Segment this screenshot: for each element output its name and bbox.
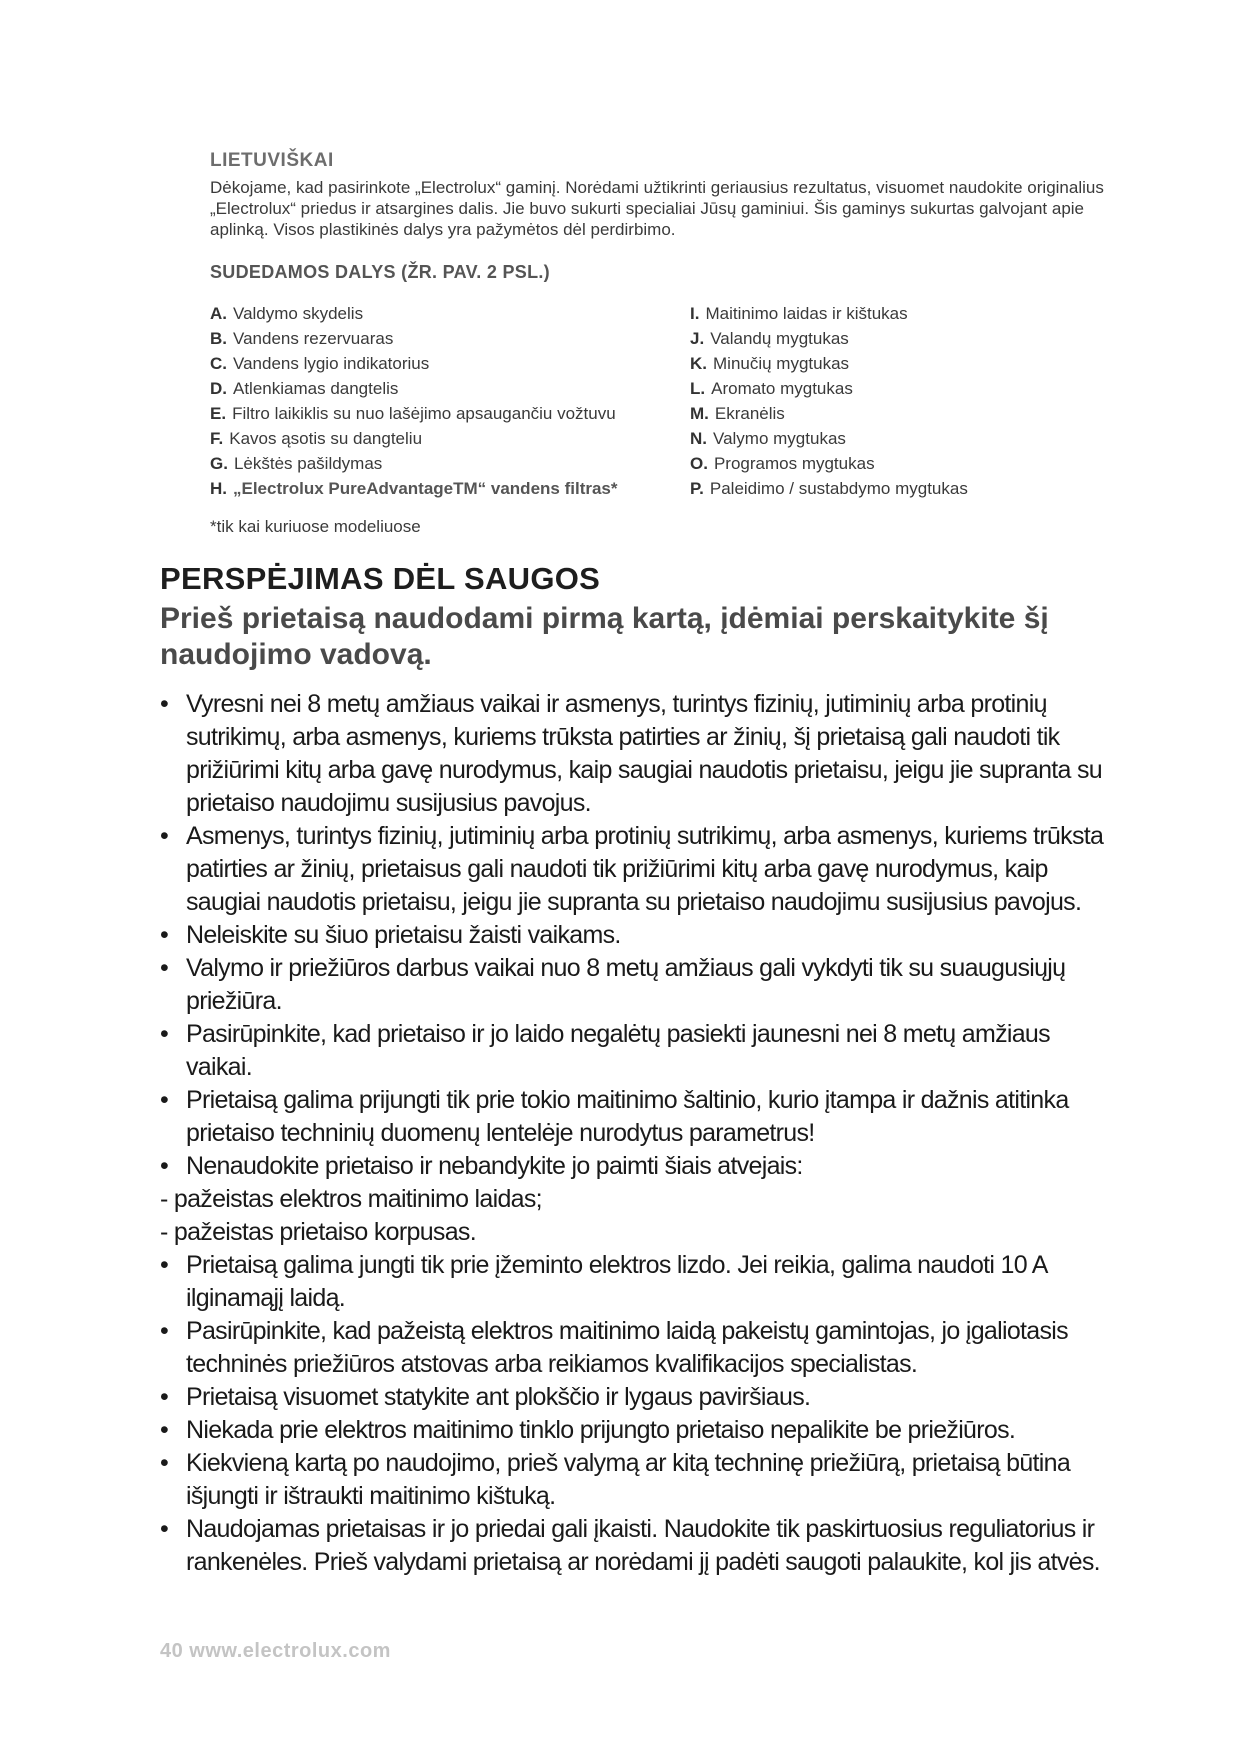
list-item: • Naudojamas prietaisas ir jo priedai gali įkaisti. Naudokite tik paskirtuosius reguliatorius ir rankenėles. Prieš valydami prietaisą ar norėdami jį padėti saugoti palaukite, kol jis atvės. — [160, 1513, 1120, 1579]
list-item: • Valymo ir priežiūros darbus vaikai nuo 8 metų amžiaus gali vykdyti tik su suaugusiųjų priežiūra. — [160, 952, 1120, 1018]
list-item — [690, 376, 1110, 401]
list-item: • Prietaisą visuomet statykite ant plokščio ir lygaus paviršiaus. — [160, 1381, 1120, 1414]
part-letter: M. — [690, 404, 709, 423]
list-item: • Pasirūpinkite, kad prietaiso ir jo laido negalėtų pasiekti jaunesni nei 8 metų amžiaus vaikai. — [160, 1018, 1120, 1084]
part-label: Vandens lygio indikatorius — [233, 354, 430, 373]
list-item — [210, 326, 680, 351]
part-label: „Electrolux PureAdvantageTM“ vandens filtras* — [233, 479, 618, 498]
list-item — [690, 301, 1110, 326]
part-label: Maitinimo laidas ir kištukas — [705, 304, 908, 323]
list-item: • Vyresni nei 8 metų amžiaus vaikai ir asmenys, turintys fizinių, jutiminių arba protinių sutrikimų, arba asmenys, kuriems trūksta patirties ar žinių, šį prietaisą gali naudoti tik prižiūrimi kitų arba gavę nurodymus, kaip saugiai naudotis prietaisu, jeigu jie supranta su prietaiso naudojimu susijusius pavojus. — [160, 688, 1120, 820]
list-item — [210, 376, 680, 401]
part-letter: B. — [210, 329, 227, 348]
part-label: Ekranėlis — [714, 404, 785, 423]
safety-subtitle: Prieš prietaisą naudodami pirmą kartą, įdėmiai perskaitykite šį naudojimo vadovą. — [160, 602, 1049, 671]
part-label: Programos mygtukas — [713, 454, 875, 473]
list-item — [210, 301, 680, 326]
part-letter: E. — [210, 404, 227, 423]
list-item: - pažeistas elektros maitinimo laidas; — [160, 1185, 542, 1213]
part-label: Valandų mygtukas — [710, 329, 849, 348]
list-item: • Asmenys, turintys fizinių, jutiminių arba protinių sutrikimų, arba asmenys, kuriems trūksta patirties ar žinių, prietaisus gali naudoti tik prižiūrimi kitų arba gavę nurodymus, kaip saugiai naudotis prietaisu, jeigu jie supranta su prietaiso naudojimu susijusius pavojus. — [160, 820, 1120, 919]
list-item — [210, 351, 680, 376]
parts-footnote: *tik kai kuriuose modeliuose — [210, 517, 421, 536]
list-item — [690, 476, 1110, 501]
list-item — [690, 426, 1110, 451]
list-item — [690, 401, 1110, 426]
part-label: Valymo mygtukas — [713, 429, 846, 448]
language-heading: LIETUVIŠKAI — [210, 150, 334, 171]
safety-warnings-list — [160, 688, 1120, 1579]
part-label: Vandens rezervuaras — [233, 329, 394, 348]
parts-heading: SUDEDAMOS DALYS (ŽR. PAV. 2 PSL.) — [210, 262, 550, 282]
list-item: • Prietaisą galima jungti tik prie įžeminto elektros lizdo. Jei reikia, galima naudoti 10 A ilginamąjį laidą. — [160, 1249, 1120, 1315]
page-footer: 40 www.electrolux.com — [160, 1640, 391, 1662]
part-label: Atlenkiamas dangtelis — [233, 379, 399, 398]
list-item: • Pasirūpinkite, kad pažeistą elektros maitinimo laidą pakeistų gamintojas, jo įgaliotasis techninės priežiūros atstovas arba reikiamos kvalifikacijos specialistas. — [160, 1315, 1120, 1381]
list-item: • Neleiskite su šiuo prietaisu žaisti vaikams. — [160, 919, 1120, 952]
part-letter: P. — [690, 479, 704, 498]
part-letter: G. — [210, 454, 228, 473]
part-letter: O. — [690, 454, 708, 473]
list-item — [210, 401, 680, 426]
part-letter: C. — [210, 354, 227, 373]
intro-paragraph: Dėkojame, kad pasirinkote „Electrolux“ gaminį. Norėdami užtikrinti geriausius rezultatus, visuomet naudokite originalius „Electrolux“ priedus ir atsargines dalis. Jie buvo sukurti specialiai Jūsų gaminiui. Šis gaminys sukurtas galvojant apie aplinką. Visos plastikinės dalys yra pažymėtos dėl perdirbimo. — [210, 178, 1104, 239]
list-item — [690, 326, 1110, 351]
list-item — [210, 451, 680, 476]
part-label: Lėkštės pašildymas — [233, 454, 383, 473]
part-letter: K. — [690, 354, 707, 373]
list-item — [690, 351, 1110, 376]
part-label: Minučių mygtukas — [713, 354, 850, 373]
part-label: Filtro laikiklis su nuo lašėjimo apsaugančiu vožtuvu — [232, 404, 616, 423]
list-item: • Niekada prie elektros maitinimo tinklo prijungto prietaiso nepalikite be priežiūros. — [160, 1414, 1120, 1447]
part-label: Paleidimo / sustabdymo mygtukas — [709, 479, 968, 498]
part-letter: F. — [210, 429, 224, 448]
list-item: • Prietaisą galima prijungti tik prie tokio maitinimo šaltinio, kurio įtampa ir dažnis atitinka prietaiso techninių duomenų lentelėje nurodytus parametrus! — [160, 1084, 1120, 1150]
part-label: Valdymo skydelis — [233, 304, 364, 323]
part-label: Kavos ąsotis su dangteliu — [229, 429, 423, 448]
part-letter: J. — [690, 329, 705, 348]
list-item: - pažeistas prietaiso korpusas. — [160, 1218, 476, 1246]
list-item: • Kiekvieną kartą po naudojimo, prieš valymą ar kitą techninę priežiūrą, prietaisą būtina išjungti ir ištraukti maitinimo kištuką. — [160, 1447, 1120, 1513]
safety-title: PERSPĖJIMAS DĖL SAUGOS — [160, 561, 601, 596]
list-item: • Nenaudokite prietaiso ir nebandykite jo paimti šiais atvejais: — [160, 1150, 1120, 1183]
list-item — [210, 476, 680, 501]
part-letter: I. — [690, 304, 700, 323]
part-letter: A. — [210, 304, 227, 323]
part-label: Aromato mygtukas — [711, 379, 853, 398]
part-letter: L. — [690, 379, 706, 398]
part-letter: H. — [210, 479, 227, 498]
list-item — [210, 426, 680, 451]
part-letter: N. — [690, 429, 707, 448]
parts-list-right — [690, 301, 1110, 501]
part-letter: D. — [210, 379, 227, 398]
list-item — [690, 451, 1110, 476]
parts-list-left — [210, 301, 680, 501]
